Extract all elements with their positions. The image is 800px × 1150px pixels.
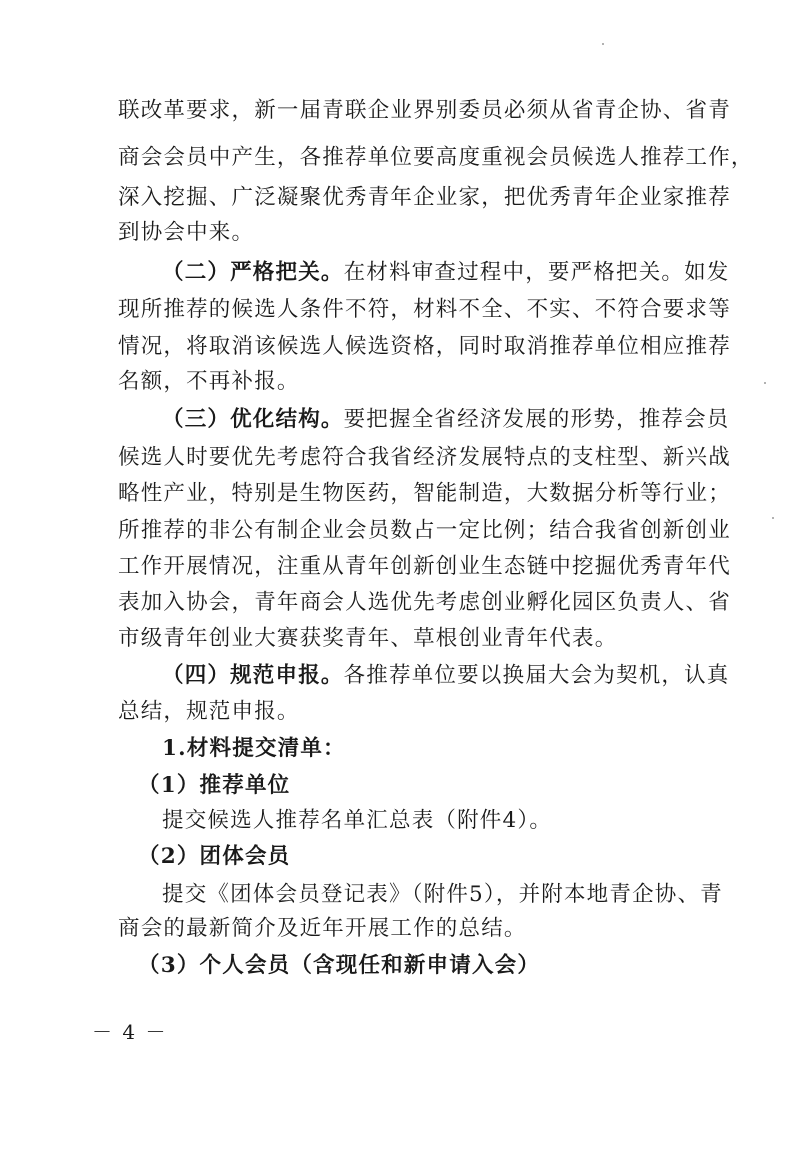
paragraph-line: 商会会员中产生，各推荐单位要高度重视会员候选人推荐工作， [118, 145, 754, 170]
page-number: － 4 － [92, 1020, 168, 1044]
item-heading: （1）推荐单位 [138, 773, 291, 798]
scan-speck [772, 517, 774, 519]
section-heading: （三）优化结构。 [162, 407, 344, 432]
paragraph-line: 联改革要求，新一届青联企业界别委员必须从省青企协、省青 [118, 98, 731, 123]
paragraph-line: 工作开展情况，注重从青年创新创业生态链中挖掘优秀青年代 [118, 554, 731, 579]
scan-speck [602, 43, 604, 45]
materials-title: 1.材料提交清单： [162, 736, 346, 761]
paragraph-line: 市级青年创业大赛获奖青年、草根创业青年代表。 [118, 626, 618, 651]
paragraph-line: 现所推荐的候选人条件不符，材料不全、不实、不符合要求等 [118, 297, 731, 322]
paragraph-line: 深入挖掘、广泛凝聚优秀青年企业家，把优秀青年企业家推荐 [118, 185, 731, 210]
item-heading: （3）个人会员（含现任和新申请入会） [138, 953, 541, 978]
paragraph-line [162, 258, 730, 288]
paragraph-text: 要把握全省经济发展的形势，推荐会员 [343, 407, 730, 432]
paragraph-line [162, 661, 730, 691]
paragraph-text: 在材料审查过程中，要严格把关。如发 [343, 260, 730, 285]
paragraph-text: 各推荐单位要以换届大会为契机，认真 [343, 663, 730, 688]
item-heading: （2）团体会员 [138, 844, 291, 869]
paragraph-line: 情况，将取消该候选人候选资格，同时取消推荐单位相应推荐 [118, 334, 731, 359]
section-heading: （二）严格把关。 [162, 260, 344, 285]
item-text: 提交《团体会员登记表》（附件5），并附本地青企协、青 [162, 882, 723, 907]
paragraph-line: 所推荐的非公有制企业会员数占一定比例；结合我省创新创业 [118, 518, 731, 543]
item-text: 提交候选人推荐名单汇总表（附件4）。 [162, 808, 553, 833]
paragraph-line: 到协会中来。 [118, 220, 255, 245]
paragraph-line: 总结，规范申报。 [118, 699, 300, 724]
paragraph-line: 表加入协会，青年商会人选优先考虑创业孵化园区负责人、省 [118, 590, 731, 615]
paragraph-line: 略性产业，特别是生物医药，智能制造，大数据分析等行业； [118, 481, 731, 506]
section-heading: （四）规范申报。 [162, 663, 344, 688]
item-text: 商会的最新简介及近年开展工作的总结。 [118, 916, 527, 941]
paragraph-line: 候选人时要优先考虑符合我省经济发展特点的支柱型、新兴战 [118, 445, 731, 470]
scan-speck [764, 382, 766, 384]
paragraph-line: 名额，不再补报。 [118, 369, 300, 394]
paragraph-line [162, 405, 730, 435]
